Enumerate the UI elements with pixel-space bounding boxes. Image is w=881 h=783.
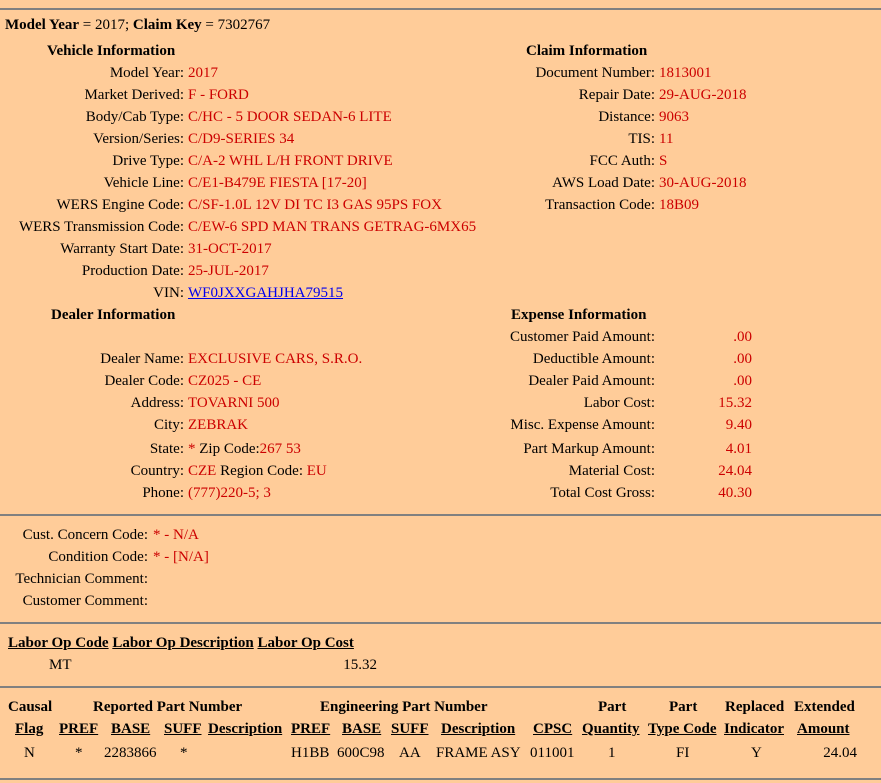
- parts-table-cell: H1BB: [291, 745, 330, 761]
- parts-table-cell: FRAME ASY: [436, 745, 521, 761]
- parts-table-cell: N: [24, 745, 35, 761]
- labor-op-cost-header: Labor Op Cost: [257, 635, 354, 651]
- parts-column-header: Amount: [797, 721, 850, 737]
- condition-value: * - [N/A]: [153, 549, 209, 565]
- causal-group-header: Causal: [8, 699, 53, 715]
- claim-field-label: Document Number:: [535, 65, 655, 81]
- claim-key-label: Claim Key: [132, 17, 202, 33]
- part-group-header: Part: [598, 699, 627, 715]
- expense-field-label: Labor Cost:: [583, 395, 655, 411]
- parts-column-header: BASE: [342, 721, 382, 737]
- address-label: Address:: [130, 395, 184, 411]
- dealer-code-label: Dealer Code:: [104, 373, 184, 389]
- parts-table-cell: 2283866: [104, 745, 157, 761]
- vehicle-field-value: 25-JUL-2017: [188, 263, 269, 279]
- extended-group-header: Extended: [794, 699, 855, 715]
- claim-field-value: 29-AUG-2018: [659, 87, 747, 103]
- vehicle-info-heading: Vehicle Information: [47, 43, 176, 59]
- expense-field-value: .00: [733, 373, 752, 389]
- divider: [0, 8, 881, 10]
- vehicle-field-label: WERS Engine Code:: [56, 197, 184, 213]
- parts-table-cell: 011001: [530, 745, 575, 761]
- technician-comment-label: Technician Comment:: [15, 571, 148, 587]
- labor-op-code-header: Labor Op Code: [8, 635, 109, 651]
- claim-field-value: 30-AUG-2018: [659, 175, 747, 191]
- zip-label: Zip Code:: [199, 441, 260, 457]
- vehicle-field-value: C/E1-B479E FIESTA [17-20]: [188, 175, 367, 191]
- dealer-name-value: EXCLUSIVE CARS, S.R.O.: [188, 351, 363, 367]
- divider: [0, 686, 881, 688]
- expense-field-value: 4.01: [725, 441, 752, 457]
- claim-field-label: FCC Auth:: [589, 153, 655, 169]
- part-type-group-header: Part: [669, 699, 698, 715]
- state-zip: [188, 441, 301, 458]
- claim-field-value: 11: [659, 131, 674, 147]
- parts-column-header: Description: [208, 721, 283, 737]
- expense-field-label: Material Cost:: [568, 463, 655, 479]
- vehicle-field-label: Vehicle Line:: [103, 175, 184, 191]
- parts-table-cell: AA: [399, 745, 421, 761]
- reported-group-header: Reported Part Number: [93, 699, 243, 715]
- parts-column-header: CPSC: [533, 721, 573, 737]
- parts-column-header: PREF: [59, 721, 99, 737]
- cust-concern-label: Cust. Concern Code:: [22, 527, 148, 543]
- city-value: ZEBRAK: [188, 417, 248, 433]
- model-year-title-value: 2017: [94, 17, 125, 33]
- replaced-group-header: Replaced: [725, 699, 785, 715]
- parts-table-cell: 24.04: [823, 745, 857, 761]
- phone-label: Phone:: [142, 485, 184, 501]
- expense-field-value: .00: [733, 351, 752, 367]
- vehicle-field-value: 31-OCT-2017: [188, 241, 272, 257]
- parts-column-header: BASE: [111, 721, 151, 737]
- vehicle-field-value: C/HC - 5 DOOR SEDAN-6 LITE: [188, 109, 392, 125]
- claim-field-label: Distance:: [598, 109, 655, 125]
- page-title: Model Year = 2017; Claim Key = 7302767: [5, 17, 271, 33]
- expense-field-value: 15.32: [718, 395, 752, 411]
- expense-field-label: Total Cost Gross:: [550, 485, 655, 501]
- expense-field-value: 9.40: [725, 417, 752, 433]
- cust-concern-value: * - N/A: [153, 527, 199, 543]
- expense-field-value: 40.30: [718, 485, 752, 501]
- vin-link[interactable]: WF0JXXGAHJHA79515: [188, 285, 344, 301]
- expense-field-value: .00: [733, 329, 752, 345]
- vehicle-field-label: Production Date:: [81, 263, 184, 279]
- phone-value: (777)220-5; 3: [188, 485, 271, 501]
- claim-info-heading: Claim Information: [526, 43, 648, 59]
- vehicle-field-label: WERS Transmission Code:: [18, 219, 184, 235]
- parts-column-header: SUFF: [164, 721, 202, 737]
- vin-label: VIN:: [153, 285, 184, 301]
- vehicle-field-value: C/A-2 WHL L/H FRONT DRIVE: [188, 153, 393, 169]
- vehicle-field-value: 2017: [188, 65, 218, 81]
- state-label: State:: [149, 441, 184, 457]
- labor-table: [8, 635, 354, 652]
- divider: [0, 514, 881, 516]
- claim-field-label: Repair Date:: [578, 87, 655, 103]
- region-value: EU: [306, 463, 327, 479]
- dealer-code-value: CZ025 - CE: [188, 373, 262, 389]
- parts-table-cell: 600C98: [337, 745, 385, 761]
- city-label: City:: [153, 417, 184, 433]
- claim-key-value: 7302767: [217, 17, 271, 33]
- vehicle-field-value: C/EW-6 SPD MAN TRANS GETRAG-6MX65: [188, 219, 477, 235]
- divider: [0, 778, 881, 780]
- dealer-info-heading: Dealer Information: [51, 307, 176, 323]
- region-label: Region Code:: [220, 463, 304, 479]
- labor-op-cost-cell: 15.32: [343, 657, 377, 673]
- vehicle-field-value: F - FORD: [188, 87, 249, 103]
- vehicle-field-label: Version/Series:: [93, 131, 184, 147]
- claim-field-value: 18B09: [659, 197, 700, 213]
- parts-column-header: Quantity: [582, 721, 640, 737]
- vehicle-field-label: Drive Type:: [112, 153, 184, 169]
- country-value: CZE: [188, 463, 217, 479]
- vehicle-field-value: C/SF-1.0L 12V DI TC I3 GAS 95PS FOX: [188, 197, 442, 213]
- zip-value: 267 53: [259, 441, 301, 457]
- address-value: TOVARNI 500: [188, 395, 280, 411]
- customer-comment-label: Customer Comment:: [22, 593, 148, 609]
- parts-table-cell: FI: [676, 745, 690, 761]
- expense-field-label: Part Markup Amount:: [523, 441, 655, 457]
- labor-op-code-cell: MT: [49, 657, 72, 673]
- expense-field-label: Customer Paid Amount:: [509, 329, 655, 345]
- vehicle-field-label: Body/Cab Type:: [85, 109, 184, 125]
- vehicle-field-value: C/D9-SERIES 34: [188, 131, 295, 147]
- parts-column-header: Flag: [15, 721, 44, 737]
- claim-field-label: AWS Load Date:: [552, 175, 655, 191]
- parts-column-header: Description: [441, 721, 516, 737]
- parts-table-cell: *: [75, 745, 83, 761]
- model-year-title-label: Model Year: [5, 17, 80, 33]
- dealer-name-label: Dealer Name:: [100, 351, 184, 367]
- expense-field-label: Misc. Expense Amount:: [510, 417, 655, 433]
- engineering-group-header: Engineering Part Number: [320, 699, 488, 715]
- parts-table-cell: Y: [751, 745, 762, 761]
- expense-field-value: 24.04: [718, 463, 752, 479]
- expense-info-heading: Expense Information: [511, 307, 647, 323]
- expense-field-label: Dealer Paid Amount:: [528, 373, 655, 389]
- claim-field-label: TIS:: [628, 131, 655, 147]
- divider: [0, 622, 881, 624]
- parts-column-header: PREF: [291, 721, 331, 737]
- parts-table-cell: *: [180, 745, 188, 761]
- labor-op-description-header: Labor Op Description: [112, 635, 254, 651]
- vehicle-field-label: Model Year:: [109, 65, 184, 81]
- parts-column-header: Type Code: [648, 721, 717, 737]
- claim-field-value: 9063: [659, 109, 689, 125]
- claim-field-value: S: [659, 153, 668, 169]
- claim-field-value: 1813001: [659, 65, 712, 81]
- expense-field-label: Deductible Amount:: [532, 351, 655, 367]
- claim-field-label: Transaction Code:: [545, 197, 655, 213]
- state-value: *: [188, 441, 196, 457]
- country-label: Country:: [130, 463, 184, 479]
- parts-column-header: Indicator: [724, 721, 784, 737]
- vehicle-field-label: Warranty Start Date:: [60, 241, 184, 257]
- parts-column-header: SUFF: [391, 721, 429, 737]
- country-region: [188, 463, 327, 480]
- parts-table-cell: 1: [608, 745, 616, 761]
- vehicle-field-label: Market Derived:: [84, 87, 184, 103]
- condition-label: Condition Code:: [48, 549, 148, 565]
